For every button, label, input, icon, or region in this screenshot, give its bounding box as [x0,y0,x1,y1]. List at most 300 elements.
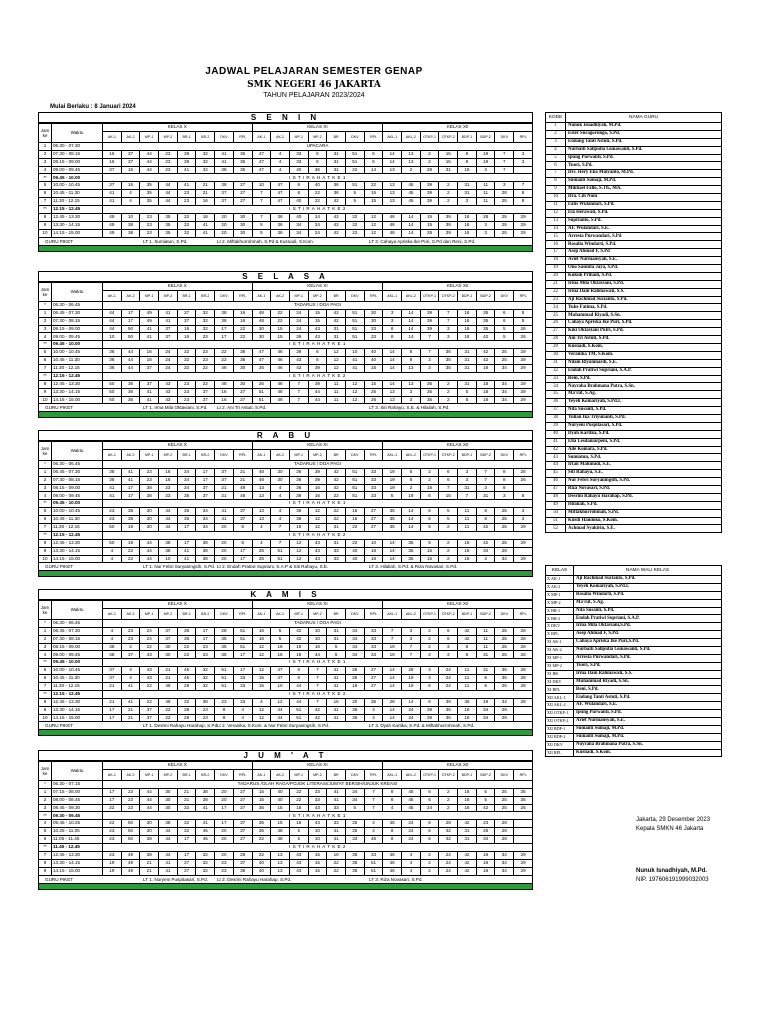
teacher-code-cell: 12 [364,221,383,229]
teacher-code-cell: 24 [289,325,308,333]
lesson-row [39,508,533,516]
teacher-code-cell: 6 [308,349,327,357]
teacher-code-cell: 43 [308,820,327,828]
homeroom-teacher: Arief Nurmansyah, S.E. [574,718,722,726]
teacher-code-cell: 42 [458,635,477,643]
teacher-code-cell: 41 [177,182,196,190]
teacher-code-cell: 10 [308,635,327,643]
waktu-cell: 10.00 - 10.45 [52,349,103,357]
class-column-header: RPL [233,608,252,619]
homeroom-teacher: Yeyeh Komariyah, S.Pd.I. [574,583,722,591]
homeroom-row [546,623,722,631]
teacher-code-cell: 5 [420,539,439,547]
teacher-code-cell: 41 [327,714,346,722]
teacher-code-cell: 3 [420,357,439,365]
teacher-code-cell: 41 [103,198,122,206]
teacher-code-cell: 38 [159,547,178,555]
teacher-code-cell: 32 [196,309,215,317]
teacher-code-cell: 21 [177,788,196,796]
teacher-code-cell: 35 [383,524,402,532]
teacher-code-cell: 38 [196,796,215,804]
waktu-cell: 07.30 - 08.15 [52,635,103,643]
teacher-code-cell: 18 [458,539,477,547]
teacher-code-cell: 50 [121,820,140,828]
teacher-code-cell: 22 [289,788,308,796]
teacher-code-cell: 3 [514,158,533,166]
homeroom-class: XII BDP-2 [546,733,574,741]
teacher-code-cell: 14 [402,213,421,221]
homeroom-row [546,591,722,599]
teacher-code-cell: 42 [476,539,495,547]
teacher-code-cell: 13 [271,851,290,859]
teacher-code-cell [514,484,533,492]
teacher-name: Riza Novasari, S.Pd. [566,485,722,493]
teacher-code-cell: 33 [364,484,383,492]
teacher-code-cell: 7 [383,635,402,643]
teacher-code: 23 [546,296,566,304]
guru-piket-label: GURU PIKET [45,564,74,570]
teacher-code-cell: 34 [345,627,364,635]
teacher-code-cell: 16 [215,396,234,404]
teacher-code-cell: 14 [383,150,402,158]
teacher-code-cell: 40 [364,349,383,357]
teacher-code-cell: 17 [121,317,140,325]
jam-ke-cell: ** [39,844,52,852]
teacher-code-cell: 16 [215,388,234,396]
teacher-code-cell: 7 [495,158,514,166]
teacher-code-cell: 5 [289,828,308,836]
teacher-code-cell: 37 [159,325,178,333]
waktu-cell: 14.15 - 15.00 [52,229,103,237]
teacher-code-cell: 40 [289,166,308,174]
teacher-code-cell: 25 [495,221,514,229]
teacher-code-cell: 42 [327,476,346,484]
teacher-code-cell: 34 [196,508,215,516]
teacher-code-cell: 36 [345,714,364,722]
class-column-header: BR-2 [196,608,215,619]
teacher-code-cell: 25 [495,635,514,643]
teacher-code-cell: 7 [308,683,327,691]
guru-piket-label: GURU PIKET [45,238,74,244]
teacher-code-cell: 35 [402,555,421,563]
teacher-code-cell: 23 [476,820,495,828]
teacher-code: 2 [546,130,566,138]
teacher-code-cell: 51 [215,675,234,683]
teacher-code-cell: 5 [364,150,383,158]
lesson-row [39,675,533,683]
jam-ke-cell: 8 [39,213,52,221]
teacher-code-cell: 18 [476,396,495,404]
teacher-code-cell: 36 [308,166,327,174]
homeroom-teacher: Sumanti Sumaji, M.Pd. [574,733,722,741]
teacher-code-cell: 27 [233,804,252,812]
teacher-code-cell: 47 [271,675,290,683]
teacher-code-cell: 23 [121,635,140,643]
kode-header: KODE [546,113,566,123]
teacher-code-cell: 49 [121,851,140,859]
teacher-code-cell: 37 [233,508,252,516]
teacher-code-cell: 31 [458,349,477,357]
teacher-code-cell: 2 [420,859,439,867]
teacher-code-cell: 51 [345,468,364,476]
teacher-code-cell: 33 [364,851,383,859]
teacher-code-cell: 3 [514,508,533,516]
teacher-code-cell: 8 [383,333,402,341]
teacher-code-cell: 26 [514,804,533,812]
teacher-code-cell: 11 [458,516,477,524]
homeroom-row [546,576,722,584]
class-column-header: RPL [364,608,383,619]
teacher-code-cell: 8 [495,476,514,484]
class-column-header: OTKP-1 [420,608,439,619]
schedule-table [38,600,533,722]
teacher-code-cell: 33 [364,476,383,484]
teacher-code-cell: 17 [121,492,140,500]
class-column-header: OTKP-2 [439,608,458,619]
teacher-row [546,430,722,438]
teacher-code-cell: 37 [121,651,140,659]
class-column-header: AK-1 [103,131,122,142]
waktu-cell: 10.45 - 11.30 [52,190,103,198]
teacher-code-cell: 10 [308,836,327,844]
teacher-code-cell: 17 [215,333,234,341]
teacher-code-cell: 5 [514,317,533,325]
lesson-row [39,651,533,659]
teacher-code-cell: 32 [177,213,196,221]
teacher-code-cell: 39 [439,213,458,221]
teacher-code-cell: 49 [140,317,159,325]
teacher-code-cell: 42 [458,851,477,859]
teacher-code-cell: 30 [159,643,178,651]
academic-year: TAHUN PELAJARAN 2023/2024 [263,92,365,99]
jam-ke-cell: 3 [39,643,52,651]
teacher-code-cell: 50 [121,333,140,341]
teacher-code-cell: 38 [121,229,140,237]
teacher-code-cell: 30 [159,788,178,796]
jam-ke-cell: 2 [39,796,52,804]
class-column-header: AKL-1 [383,769,402,780]
teacher-name: Nuryeni Puspitasari, S.Pd. [566,422,722,430]
homeroom-class: X DKV [546,623,574,631]
teacher-code-cell: 17 [196,635,215,643]
teacher-code: 40 [546,430,566,438]
teacher-code: 9 [546,186,566,194]
teacher-code-cell: 18 [458,555,477,563]
teacher-code-cell: 31 [327,539,346,547]
teacher-code-cell: 7 [308,675,327,683]
jam-ke-cell: ** [39,206,52,214]
teacher-code-cell: 23 [140,229,159,237]
teacher-code-cell: 2 [439,804,458,812]
teacher-name: Veranika TM, S.Kom. [566,351,722,359]
teacher-code-cell: 49 [103,229,122,237]
break-row [39,341,533,349]
waktu-cell: 12.15 - 12.45 [52,206,103,214]
teacher-code-cell: 31 [458,484,477,492]
teacher-code-cell: 16 [271,643,290,651]
teacher-code-cell: 7 [402,651,421,659]
teacher-code-cell: 27 [233,788,252,796]
teacher-code-cell: 2 [439,388,458,396]
teacher-code-cell: 38 [177,158,196,166]
teacher-code-cell: 29 [514,380,533,388]
teacher-code-cell: 2 [420,651,439,659]
teacher-code-cell: 41 [121,476,140,484]
teacher-code-cell: 40 [271,796,290,804]
teacher-code-cell: 38 [177,627,196,635]
homeroom-class: XII RPL [546,749,574,757]
teacher-code-cell: 31 [476,667,495,675]
teacher-code-cell: 31 [327,158,346,166]
jam-ke-cell: 5 [39,349,52,357]
teacher-code-cell: 7 [439,317,458,325]
teacher-code-cell: 7 [364,796,383,804]
homeroom-teacher: Aji Rachmad Sucianto, S.Pd. [574,576,722,584]
teacher-name: Ono Sasmita Jaya, S.Pd. [566,265,722,273]
teacher-code-cell: 12 [289,555,308,563]
teacher-code-cell: 43 [289,851,308,859]
teacher-code-cell: 22 [345,221,364,229]
jam-ke-cell: 4 [39,166,52,174]
class-column-header: MP-1 [289,769,308,780]
homeroom-class: XII OTKP-1 [546,710,574,718]
teacher-code-cell: 41 [140,333,159,341]
teacher-code-cell: 42 [458,867,477,875]
class-column-header: DKV [495,290,514,301]
teacher-code-cell: 12 [252,706,271,714]
teacher-code-cell: 39 [420,182,439,190]
teacher-code: 52 [546,525,566,533]
teacher-code-cell: 18 [458,309,477,317]
waktu-cell: 14.15 - 15.00 [52,867,103,875]
teacher-code-cell: 39 [439,698,458,706]
teacher-code-cell: 3 [458,468,477,476]
kelas-x-header: KELAS X [103,601,253,609]
teacher-code-cell: 22 [364,182,383,190]
teacher-code-cell: 23 [121,788,140,796]
class-column-header: BR-1 [177,769,196,780]
teacher-code-cell: 12 [252,667,271,675]
teacher-code-cell: 22 [215,357,234,365]
teacher-code-cell: 23 [196,349,215,357]
teacher-code-cell: 12 [308,508,327,516]
teacher-code: 1 [546,123,566,131]
teacher-code-cell: 4 [252,698,271,706]
teacher-code-cell: 38 [233,357,252,365]
teacher-code-cell: 22 [289,796,308,804]
teacher-code-cell: 2 [420,476,439,484]
class-column-header: AK-2 [121,290,140,301]
teacher-code-cell: 47 [252,158,271,166]
teacher-code-cell: 38 [215,182,234,190]
teacher-code-cell: 37 [196,388,215,396]
class-column-header: BR [327,608,346,619]
teacher-row [546,493,722,501]
class-column-header: BDP-2 [476,449,495,460]
teacher-code-cell: 35 [215,643,234,651]
teacher-code-cell: 7 [495,166,514,174]
teacher-code-cell: 8 [383,788,402,796]
homeroom-teacher: Arresta Purwandari, S.Pd. [574,654,722,662]
teacher-code-cell: 51 [345,309,364,317]
teacher-code-cell: 5 [439,508,458,516]
day-section [38,430,533,577]
teacher-code-cell: 41 [196,229,215,237]
teacher-code: 14 [546,225,566,233]
teacher-code-cell: 21 [159,667,178,675]
teacher-code-cell: 44 [121,365,140,373]
jam-ke-cell: 6 [39,836,52,844]
teacher-name: Achmad Syakirin, S.E. [566,525,722,533]
teacher-code-cell: 29 [514,859,533,867]
teacher-code-cell: 45 [196,836,215,844]
teacher-code: 48 [546,493,566,501]
jam-ke-cell: 6 [39,516,52,524]
teacher-code-cell: 48 [271,388,290,396]
teacher-code-cell: 26 [345,828,364,836]
teacher-code-cell: 19 [383,468,402,476]
guru-piket-name: LT 3. Hilaliah, S.Pd. & Riza Novasari, S.Pd. [369,564,458,570]
homeroom-teacher: Kusnadi, S.Kom. [574,749,722,757]
waktu-cell: 09.45 - 10.00 [52,659,103,667]
teacher-row [546,257,722,265]
class-column-header: DKV [345,131,364,142]
teacher-code-cell: 43 [159,388,178,396]
teacher-code-cell: 24 [439,667,458,675]
lesson-row [39,388,533,396]
teacher-name: Muhammad Riyadi, S.Sn. [566,312,722,320]
teacher-code-cell: 12 [364,229,383,237]
class-column-header: RPL [364,769,383,780]
teacher-code-cell: 32 [196,683,215,691]
jam-ke-cell: 1 [39,309,52,317]
jam-ke-cell: ** [39,174,52,182]
class-column-header: AKL-2 [402,608,421,619]
teacher-code-cell: 17 [103,796,122,804]
class-column-header: DKV [215,449,234,460]
teacher-code-cell: 13 [383,198,402,206]
teacher-code-cell: 28 [439,820,458,828]
teacher-code-cell: 14 [383,555,402,563]
teacher-code-cell: 21 [159,675,178,683]
teacher-code-cell: 24 [402,828,421,836]
teacher-code-cell: 3 [476,484,495,492]
lesson-row [39,867,533,875]
teacher-code-cell: 44 [140,804,159,812]
teacher-code-cell: 2 [420,468,439,476]
waktu-cell: 13.30 - 14.15 [52,706,103,714]
jam-ke-cell: 9 [39,221,52,229]
teacher-code-cell: 8 [383,836,402,844]
teacher-code-cell: 35 [402,539,421,547]
homeroom-teacher: Reni, S.Pd. [574,686,722,694]
teacher-code-cell: 4 [121,643,140,651]
class-column-header: OTKP-1 [420,290,439,301]
waktu-header: Waktu [52,124,103,143]
teacher-code-cell: 35 [439,706,458,714]
jam-ke-cell: 9 [39,867,52,875]
teacher-code-cell: 33 [308,788,327,796]
homeroom-row [546,583,722,591]
teacher-code-cell: 8 [458,158,477,166]
lesson-row [39,635,533,643]
teacher-code-cell: 32 [177,365,196,373]
teacher-code-cell: 12 [271,698,290,706]
teacher-code-cell: 37 [233,859,252,867]
teacher-code-cell: 7 [252,190,271,198]
teacher-code-cell: 8 [476,675,495,683]
teacher-code-cell: 20 [345,698,364,706]
teacher-code-cell: 44 [308,651,327,659]
teacher-code-cell: 32 [196,851,215,859]
teacher-code-cell: 30 [159,804,178,812]
jam-ke-cell: 7 [39,683,52,691]
lesson-row [39,788,533,796]
teacher-code: 11 [546,201,566,209]
teacher-code-cell: 34 [196,516,215,524]
break-row [39,174,533,182]
teacher-code-cell: 37 [159,627,178,635]
teacher-code-cell: 48 [215,365,234,373]
day-name: R A B U [38,430,533,441]
homeroom-row [546,741,722,749]
teacher-code-cell: 44 [140,796,159,804]
teacher-code-cell: 8 [476,683,495,691]
teacher-code-cell: 42 [289,627,308,635]
teacher-code-cell: 5 [476,796,495,804]
teacher-code-cell: 11 [458,675,477,683]
teacher-row [546,296,722,304]
teacher-code-cell: 25 [495,627,514,635]
class-column-header: AKL-1 [383,290,402,301]
teacher-code-cell: 47 [271,182,290,190]
class-column-header: AK-1 [252,290,271,301]
teacher-row [546,509,722,517]
teacher-code-cell: 8 [476,516,495,524]
lesson-row [39,333,533,341]
teacher-code-cell: 17 [103,706,122,714]
teacher-code-cell: 41 [196,221,215,229]
teacher-code-cell: 19 [103,867,122,875]
teacher-code-cell: 6 [420,820,439,828]
jam-ke-cell: 10 [39,229,52,237]
teacher-name: Yuori, S.Pd. [566,162,722,170]
teacher-code-cell: 32 [177,349,196,357]
teacher-code-cell: 24 [159,357,178,365]
waktu-cell: 14.15 - 15.00 [52,714,103,722]
teacher-code-cell: 30 [271,468,290,476]
sign-role: Kepala SMKN 46 Jakarta [636,826,704,832]
teacher-code-cell: 37 [140,380,159,388]
homeroom-row [546,647,722,655]
teacher-code-cell: 34 [476,706,495,714]
teacher-name: Irma Dani Rahmawati, S.S. [566,288,722,296]
teacher-code-cell: 44 [140,539,159,547]
teacher-code-cell: 19 [383,484,402,492]
homeroom-class: X BR-1 [546,607,574,615]
teacher-code-cell: 25 [495,651,514,659]
teacher-code-cell: 26 [514,643,533,651]
teacher-code-cell: 40 [271,788,290,796]
teacher-code-cell: 29 [514,851,533,859]
jam-ke-cell: 9 [39,547,52,555]
teacher-code-cell: 42 [458,820,477,828]
teacher-code-cell: 35 [402,547,421,555]
teacher-code-cell: 4 [121,667,140,675]
jam-ke-cell: 3 [39,158,52,166]
class-column-header: AKL-1 [383,131,402,142]
teacher-code-cell: 27 [364,683,383,691]
